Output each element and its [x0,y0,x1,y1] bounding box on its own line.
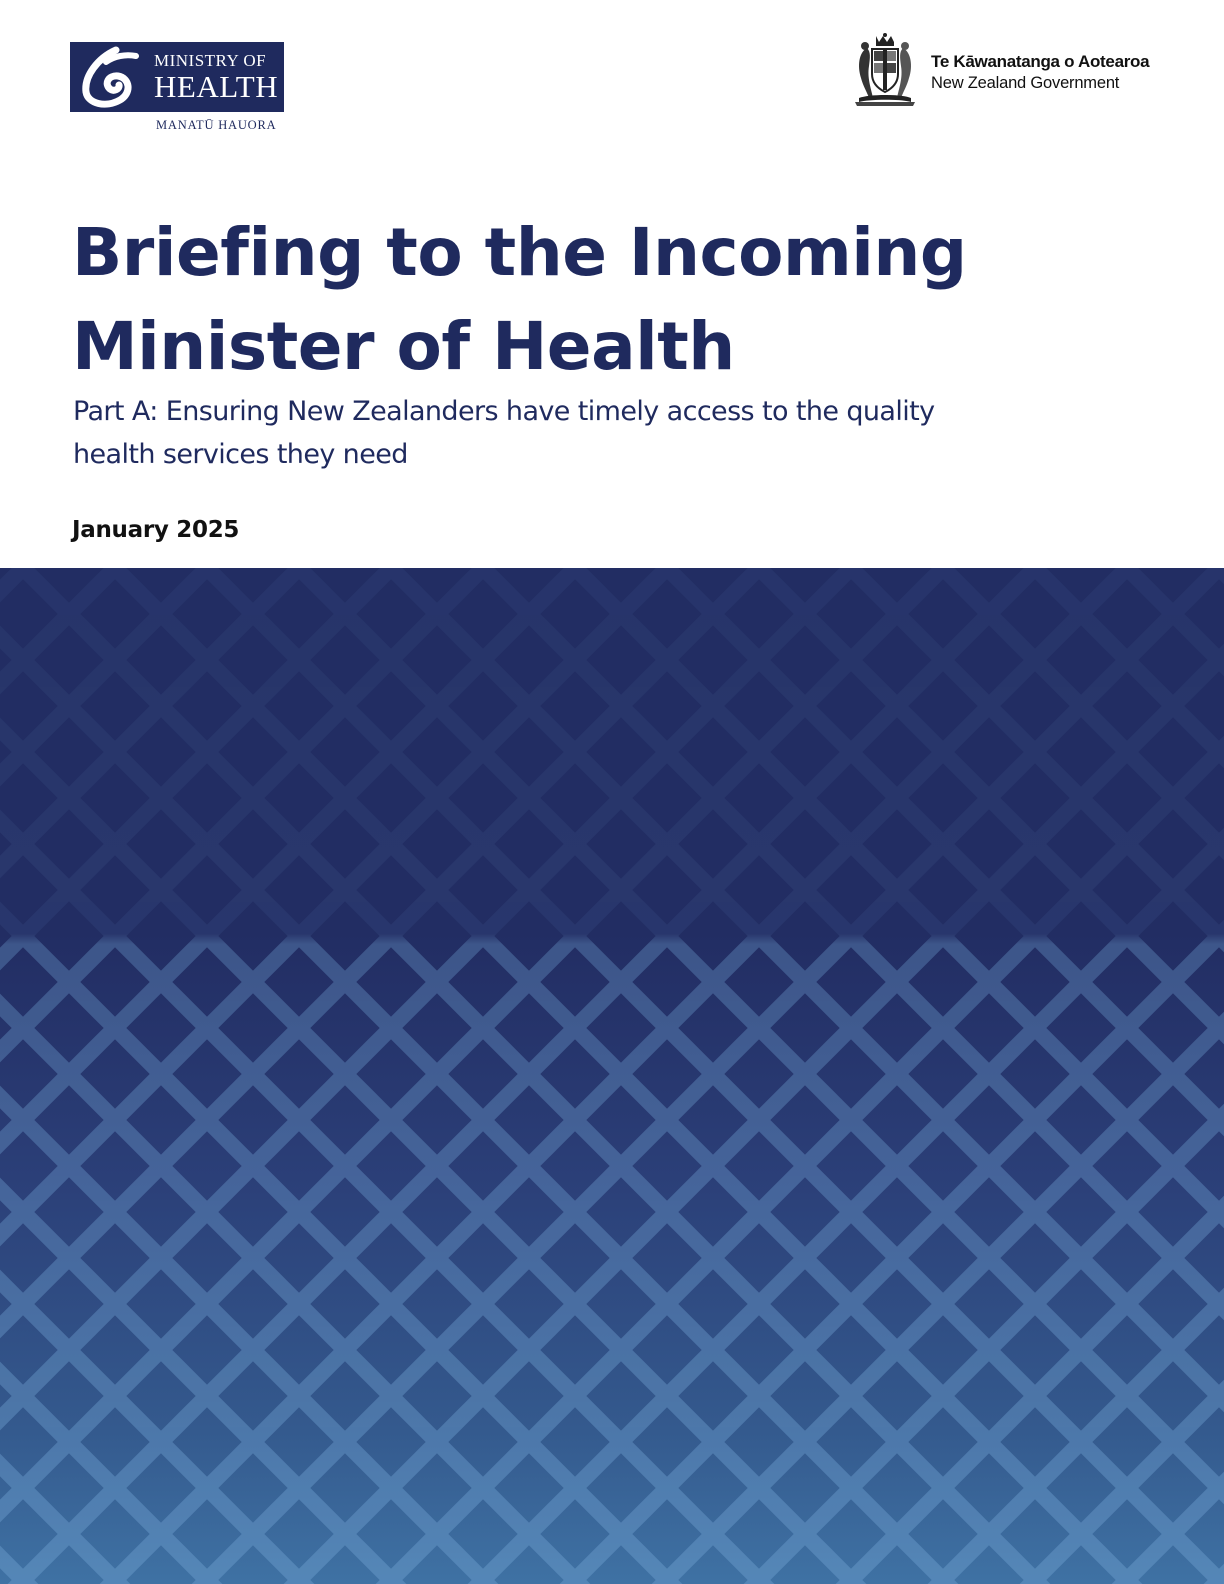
ministry-logo-line1: MINISTRY OF [154,51,267,70]
government-maori-name: Te Kāwanatanga o Aotearoa [931,52,1150,71]
ministry-of-health-logo [70,42,284,132]
ministry-logo-box [70,42,284,112]
koru-mark-icon [76,46,144,108]
page-subtitle [73,390,1073,476]
decorative-pattern-banner [0,568,1224,1584]
coat-of-arms-icon [845,32,925,108]
page-title-line2: Minister of Health [72,308,735,385]
ministry-logo-line2: HEALTH [154,69,279,104]
page-subtitle-line1: Part A: Ensuring New Zealanders have timely access to the quality [73,396,935,427]
government-english-name: New Zealand Government [931,74,1120,92]
page-subtitle-line2: health services they need [73,439,408,470]
nz-government-logo [845,32,1175,108]
page-title [72,206,1152,394]
publication-date: January 2025 [72,517,240,543]
banner-pattern [0,568,1224,1584]
ministry-logo-subline: MANATŪ HAUORA [156,118,277,132]
page-title-line1: Briefing to the Incoming [72,214,967,291]
